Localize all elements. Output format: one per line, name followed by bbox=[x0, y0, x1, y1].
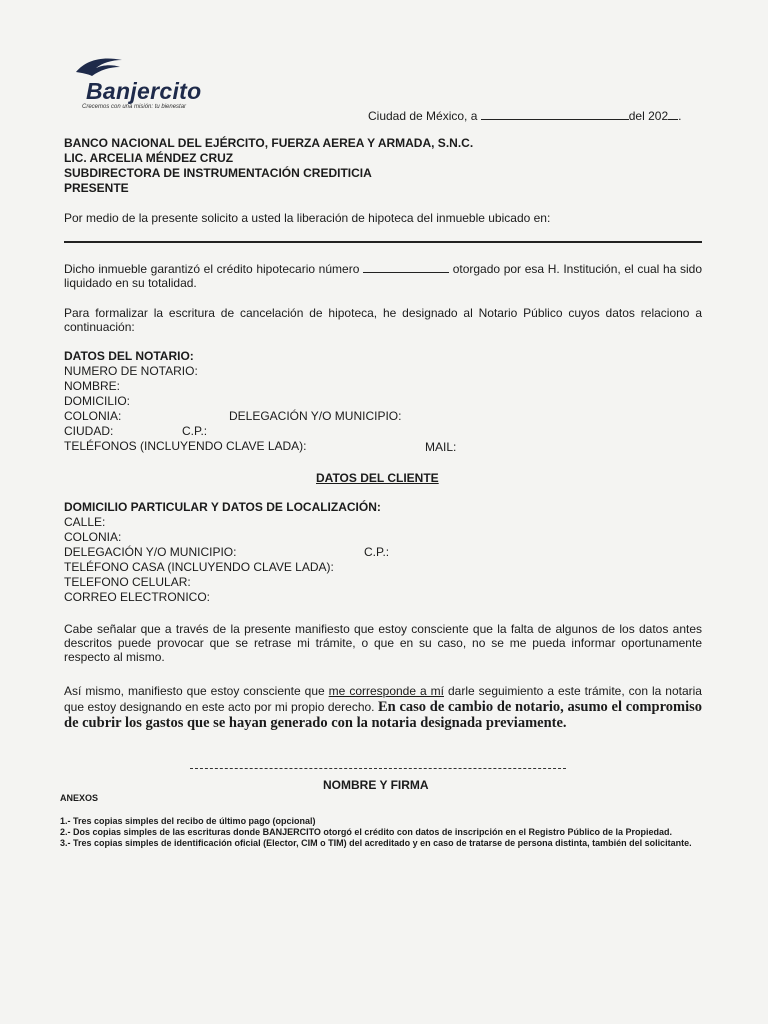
commitment-paragraph bbox=[64, 683, 702, 731]
commitment-text-2: darle seguimiento a este trámite, con la notaria que estoy designando en este acto por mi propio derecho. bbox=[64, 684, 702, 714]
notary-city-label: CIUDAD: bbox=[64, 424, 114, 438]
annex-item: 2.- Dos copias simples de las escrituras donde BANJERCITO otorgó el crédito con datos de inscripción en el Registro Público de la Propiedad. bbox=[60, 827, 672, 837]
place-date-line bbox=[368, 108, 681, 123]
credit-paragraph bbox=[64, 261, 702, 290]
client-email-label: CORREO ELECTRONICO: bbox=[64, 590, 211, 604]
recipient-line: BANCO NACIONAL DEL EJÉRCITO, FUERZA AEREA Y ARMADA, S.N.C. bbox=[64, 136, 474, 150]
notary-number-label: NUMERO DE NOTARIO: bbox=[64, 364, 198, 378]
client-section-title: DATOS DEL CLIENTE bbox=[316, 471, 439, 485]
notary-name-label: NOMBRE: bbox=[64, 379, 121, 393]
logo-name: Banjercito bbox=[86, 78, 202, 104]
notary-mail-label: MAIL: bbox=[425, 440, 457, 454]
signature-line bbox=[190, 768, 566, 769]
client-heading: DOMICILIO PARTICULAR Y DATOS DE LOCALIZACIÓN: bbox=[64, 500, 381, 514]
annex-item: 1.- Tres copias simples del recibo de último pago (opcional) bbox=[60, 816, 316, 826]
client-cp-label: C.P.: bbox=[364, 545, 390, 559]
notary-phones-label: TELÉFONOS (INCLUYENDO CLAVE LADA): bbox=[64, 439, 307, 453]
notice-paragraph: Cabe señalar que a través de la presente manifiesto que estoy consciente que la falta de algunos de los datos antes descritos puede provocar que se retrase mi trámite, o que en su caso, no se me pueda informar oportunamente respecto al mismo. bbox=[64, 622, 702, 664]
commitment-bold-text: En caso de cambio de notario, asumo el compromiso de cubrir los gastos que se hayan generado con la notaria designada previamente. bbox=[64, 699, 702, 731]
client-delegacion-label: DELEGACIÓN Y/O MUNICIPIO: bbox=[64, 545, 237, 559]
annexes-list bbox=[60, 816, 710, 849]
credit-number-blank bbox=[363, 261, 449, 273]
notary-colonia-label: COLONIA: bbox=[64, 409, 122, 423]
notary-delegacion-label: DELEGACIÓN Y/O MUNICIPIO: bbox=[229, 409, 402, 423]
recipient-block bbox=[64, 136, 473, 196]
signature-label: NOMBRE Y FIRMA bbox=[323, 778, 429, 792]
intro-text: Por medio de la presente solicito a usted la liberación de hipoteca del inmueble ubicado en: bbox=[64, 211, 551, 225]
day-month-blank bbox=[481, 108, 629, 120]
recipient-line: LIC. ARCELIA MÉNDEZ CRUZ bbox=[64, 151, 234, 165]
year-blank bbox=[668, 108, 678, 120]
notary-intro-paragraph: Para formalizar la escritura de cancelación de hipoteca, he designado al Notario Público cuyos datos relaciono a continuación: bbox=[64, 306, 702, 334]
logo-tagline: Crecemos con una misión: tu bienestar bbox=[82, 104, 187, 110]
commitment-underlined: me corresponde a mí bbox=[328, 684, 444, 698]
recipient-line: PRESENTE bbox=[64, 181, 129, 195]
eagle-logo-icon bbox=[72, 54, 132, 80]
city-label: Ciudad de México, a bbox=[368, 109, 478, 123]
recipient-line: SUBDIRECTORA DE INSTRUMENTACIÓN CREDITICIA bbox=[64, 166, 372, 180]
client-colonia-label: COLONIA: bbox=[64, 530, 122, 544]
notary-cp-label: C.P.: bbox=[182, 424, 208, 438]
credit-text-before: Dicho inmueble garantizó el crédito hipotecario número bbox=[64, 262, 360, 276]
credit-text-after: otorgado por esa H. Institución, el cual ha sido liquidado en su totalidad. bbox=[64, 262, 702, 290]
client-street-label: CALLE: bbox=[64, 515, 106, 529]
commitment-text-1: Así mismo, manifiesto que estoy consciente que bbox=[64, 684, 329, 698]
year-prefix: del 202 bbox=[628, 109, 669, 123]
address-line bbox=[64, 241, 702, 243]
year-suffix: . bbox=[678, 109, 682, 123]
notary-heading: DATOS DEL NOTARIO: bbox=[64, 349, 194, 363]
client-cell-phone-label: TELEFONO CELULAR: bbox=[64, 575, 191, 589]
notary-address-label: DOMICILIO: bbox=[64, 394, 131, 408]
annex-item: 3.- Tres copias simples de identificación oficial (Elector, CIM o TIM) del acreditado y en caso de tratarse de persona distinta, también del solicitante. bbox=[60, 838, 692, 848]
annexes-heading: ANEXOS bbox=[60, 793, 99, 803]
client-home-phone-label: TELÉFONO CASA (INCLUYENDO CLAVE LADA): bbox=[64, 560, 334, 574]
